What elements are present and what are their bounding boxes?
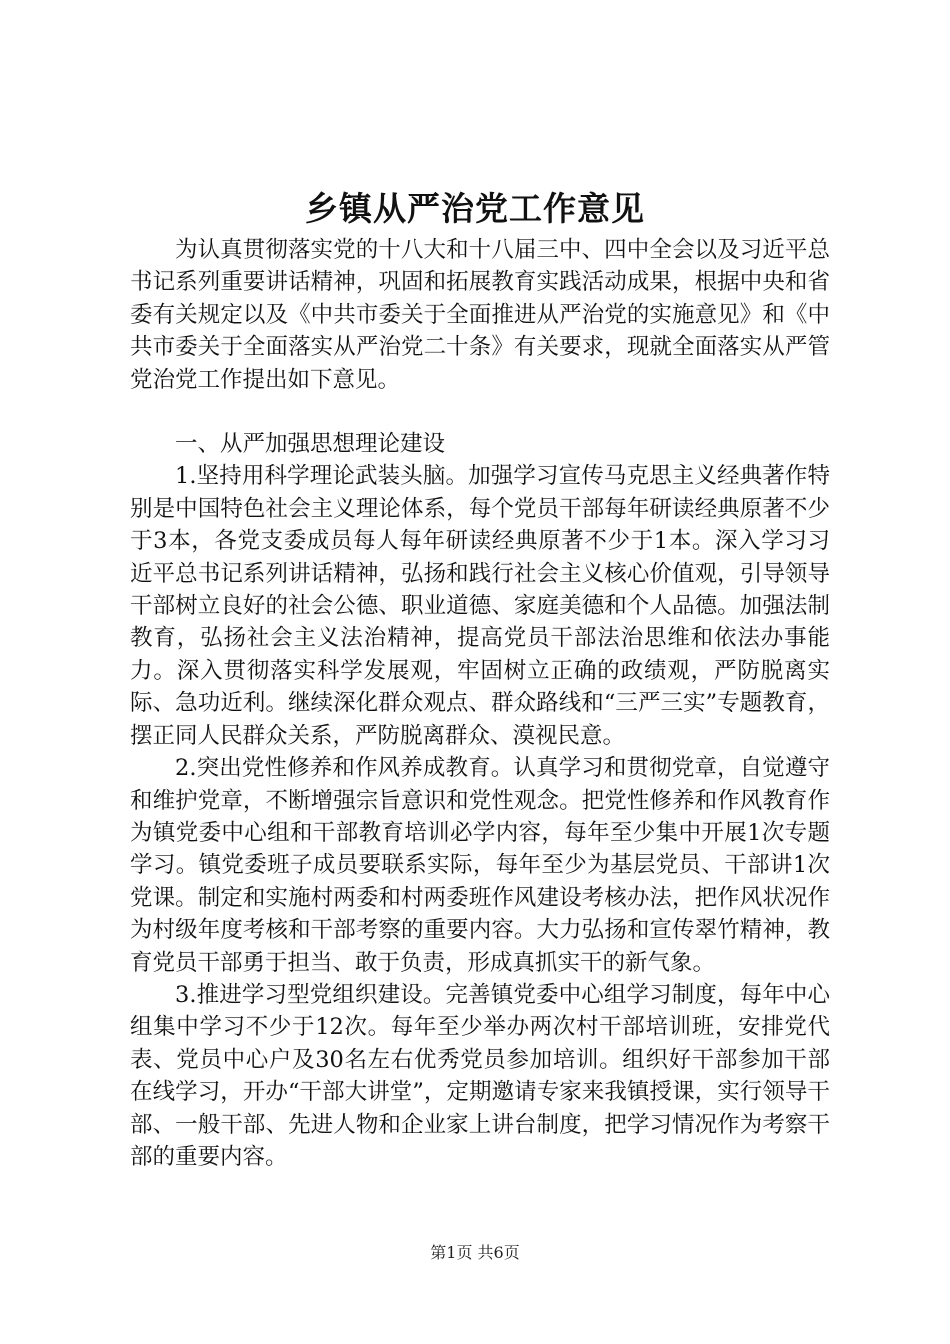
intro-paragraph: 为认真贯彻落实党的十八大和十八届三中、四中全会以及习近平总书记系列重要讲话精神，巩固和拓展教育实践活动成果，根据中央和省委有关规定以及《中共市委关于全面推进从严治党的实施意见》和《中共市委关于全面落实从严治党二十条》有关要求，现就全面落实从严管党治党工作提出如下意见。 xyxy=(130,237,830,393)
page-number-footer: 第1页 共6页 xyxy=(430,1243,520,1262)
body-paragraph: 3.推进学习型党组织建设。完善镇党委中心组学习制度，每年中心组集中学习不少于12次。每年至少举办两次村干部培训班，安排党代表、党员中心户及30名左右优秀党员参加培训。组织好干部参加干部在线学习，开办“干部大讲堂”，定期邀请专家来我镇授课，实行领导干部、一般干部、先进人物和企业家上讲台制度，把学习情况作为考察干部的重要内容。 xyxy=(130,981,830,1170)
body-paragraph: 2.突出党性修养和作风养成教育。认真学习和贯彻党章，自觉遵守和维护党章，不断增强宗旨意识和党性观念。把党性修养和作风教育作为镇党委中心组和干部教育培训必学内容，每年至少集中开展1次专题学习。镇党委班子成员要联系实际，每年至少为基层党员、干部讲1次党课。制定和实施村两委和村两委班作风建设考核办法，把作风状况作为村级年度考核和干部考察的重要内容。大力弘扬和宣传翠竹精神，教育党员干部勇于担当、敢于负责，形成真抓实干的新气象。 xyxy=(130,755,830,976)
document-title: 乡镇从严治党工作意见 xyxy=(305,189,645,228)
section-heading: 一、从严加强思想理论建设 xyxy=(175,431,446,458)
document-body xyxy=(130,234,830,1173)
body-paragraph: 1.坚持用科学理论武装头脑。加强学习宣传马克思主义经典著作特别是中国特色社会主义理论体系，每个党员干部每年研读经典原著不少于3本，各党支委成员每人每年研读经典原著不少于1本。深入学习习近平总书记系列讲话精神，弘扬和践行社会主义核心价值观，引导领导干部树立良好的社会公德、职业道德、家庭美德和个人品德。加强法制教育，弘扬社会主义法治精神，提高党员干部法治思维和依法办事能力。深入贯彻落实科学发展观，牢固树立正确的政绩观，严防脱离实际、急功近利。继续深化群众观点、群众路线和“三严三实”专题教育，摆正同人民群众关系，严防脱离群众、漠视民意。 xyxy=(130,463,830,749)
